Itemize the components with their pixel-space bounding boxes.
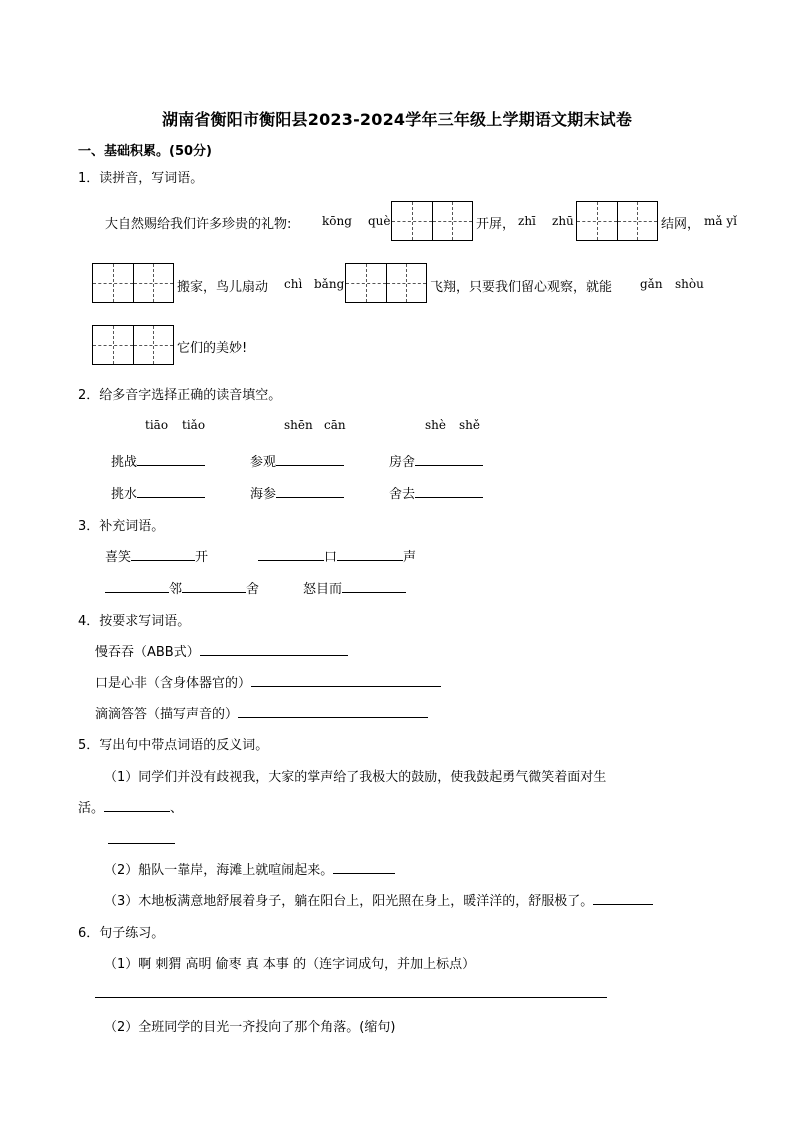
- answer-blank[interactable]: [337, 546, 403, 561]
- q5-sentence-1b: 活。 、: [78, 797, 183, 816]
- answer-blank[interactable]: [276, 451, 344, 466]
- q5-sentence-3: （3）木地板满意地舒展着身子，躺在阳台上，阳光照在身上，暖洋洋的，舒服极了。: [104, 890, 653, 909]
- q2-pinyin-1b: tiǎo: [182, 418, 206, 432]
- tianzige-box-2[interactable]: [576, 201, 658, 241]
- answer-blank[interactable]: [104, 797, 170, 812]
- q1-after-5: 它们的美妙!: [177, 341, 248, 356]
- q1-after-1: 开屏，: [476, 217, 516, 232]
- q3-idiom-4: 怒目而: [303, 578, 406, 597]
- q2-pinyin-2b: cān: [324, 418, 346, 432]
- q2-pinyin-3b: shě: [459, 418, 480, 432]
- q3-idiom-1: 喜笑 开: [105, 546, 208, 565]
- answer-blank[interactable]: [415, 451, 483, 466]
- q1-pinyin-2b: zhū: [552, 214, 574, 228]
- question-5-label: 5．写出句中带点词语的反义词。: [78, 738, 269, 753]
- q1-pinyin-2a: zhī: [518, 214, 536, 228]
- q1-pinyin-4a: chì: [284, 277, 303, 291]
- q5-sentence-1a: （1）同学们并没有歧视我，大家的掌声给了我极大的鼓励，使我鼓起勇气微笑着面对生: [104, 770, 607, 785]
- q1-pinyin-3: mǎ yǐ: [704, 214, 737, 228]
- q1-pinyin-1b: què: [368, 214, 391, 228]
- q2-word-r1-1: 挑战: [111, 451, 205, 470]
- q1-after-2: 结网，: [661, 217, 701, 232]
- answer-line[interactable]: [108, 843, 175, 844]
- q2-pinyin-1a: tiāo: [145, 418, 169, 432]
- answer-blank[interactable]: [200, 641, 348, 656]
- q2-word-r1-2: 参观: [250, 451, 344, 470]
- q4-item-1: 慢吞吞（ABB式）: [95, 641, 348, 660]
- tianzige-box-1[interactable]: [391, 201, 473, 241]
- answer-blank[interactable]: [342, 578, 406, 593]
- tianzige-box-4[interactable]: [345, 263, 427, 303]
- page-title: 湖南省衡阳市衡阳县2023-2024学年三年级上学期语文期末试卷: [161, 110, 633, 129]
- q1-after-4: 飞翔，只要我们留心观察，就能: [430, 280, 613, 295]
- answer-blank[interactable]: [276, 483, 344, 498]
- q6-sentence-1: （1）啊 刺猬 高明 偷枣 真 本事 的（连字词成句，并加上标点）: [104, 957, 476, 972]
- answer-blank[interactable]: [137, 451, 205, 466]
- q2-pinyin-3a: shè: [425, 418, 446, 432]
- question-3-label: 3．补充词语。: [78, 519, 165, 534]
- q2-word-r2-1: 挑水: [111, 483, 205, 502]
- answer-blank[interactable]: [251, 672, 441, 687]
- q1-pinyin-4b: bǎng: [314, 277, 345, 291]
- question-2-label: 2．给多音字选择正确的读音填空。: [78, 388, 282, 403]
- tianzige-box-5[interactable]: [92, 325, 174, 365]
- q4-item-2: 口是心非（含身体器官的）: [95, 672, 441, 691]
- answer-blank[interactable]: [258, 546, 324, 561]
- q2-pinyin-2a: shēn: [284, 418, 313, 432]
- answer-blank[interactable]: [105, 578, 169, 593]
- answer-blank[interactable]: [137, 483, 205, 498]
- answer-blank[interactable]: [333, 859, 395, 874]
- answer-blank[interactable]: [238, 703, 428, 718]
- q1-line1-text: 大自然赐给我们许多珍贵的礼物:: [105, 217, 292, 232]
- q1-pinyin-5a: gǎn: [640, 277, 663, 291]
- q2-word-r1-3: 房舍: [389, 451, 483, 470]
- q6-sentence-2: （2）全班同学的目光一齐投向了那个角落。(缩句): [104, 1020, 396, 1035]
- q1-pinyin-1a: kōng: [322, 214, 352, 228]
- q2-word-r2-2: 海参: [250, 483, 344, 502]
- q5-sentence-2: （2）船队一靠岸，海滩上就喧闹起来。: [104, 859, 395, 878]
- q2-word-r2-3: 舍去: [389, 483, 483, 502]
- section-heading: 一、基础积累。(50分): [78, 144, 212, 159]
- question-4-label: 4．按要求写词语。: [78, 614, 191, 629]
- question-6-label: 6．句子练习。: [78, 926, 165, 941]
- answer-blank[interactable]: [593, 890, 653, 905]
- q1-after-3: 搬家，鸟儿扇动: [177, 280, 269, 295]
- q1-pinyin-5b: shòu: [675, 277, 704, 291]
- q3-idiom-3: 邻 舍: [105, 578, 259, 597]
- answer-blank[interactable]: [131, 546, 195, 561]
- q4-item-3: 滴滴答答（描写声音的）: [95, 703, 428, 722]
- question-1-label: 1．读拼音，写词语。: [78, 171, 204, 186]
- answer-blank[interactable]: [415, 483, 483, 498]
- tianzige-box-3[interactable]: [92, 263, 174, 303]
- answer-line[interactable]: [95, 997, 607, 998]
- answer-blank[interactable]: [182, 578, 246, 593]
- q3-idiom-2: 口 声: [258, 546, 416, 565]
